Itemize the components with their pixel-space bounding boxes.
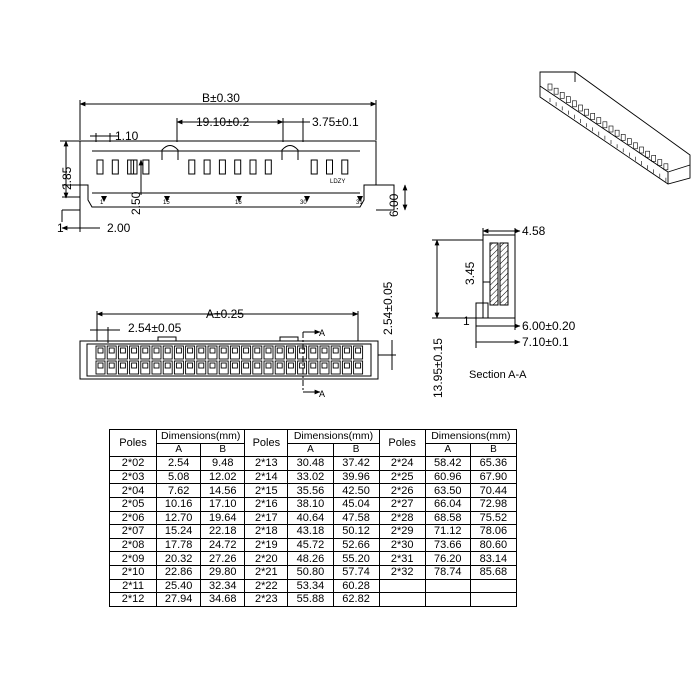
cell-a: 43.18 <box>288 525 333 539</box>
cell-poles: 2*30 <box>379 538 425 552</box>
cell-poles: 2*18 <box>245 525 288 539</box>
table-row <box>110 552 517 566</box>
cell-poles: 2*27 <box>379 497 425 511</box>
dim-right-height: 6.00 <box>387 193 401 217</box>
cell-a: 40.64 <box>288 511 333 525</box>
cell-poles: 2*24 <box>379 457 425 471</box>
cell-poles: 2*25 <box>379 470 425 484</box>
dim-section-width2: 7.10±0.1 <box>522 335 569 349</box>
cell-poles: 2*12 <box>110 593 157 607</box>
cell-a <box>425 593 470 607</box>
cell-poles: 2*08 <box>110 538 157 552</box>
cell-b: 75.52 <box>470 511 516 525</box>
cell-poles: 2*02 <box>110 457 157 471</box>
mark-15: 15 <box>163 200 170 206</box>
dimension-table <box>109 429 517 607</box>
cell-a: 58.42 <box>425 457 470 471</box>
cell-a: 20.32 <box>157 552 201 566</box>
cell-poles: 2*28 <box>379 511 425 525</box>
dim-pitch-1-10: 1.10 <box>115 129 139 143</box>
mark-ldzy: LDZY <box>330 179 346 185</box>
cell-a <box>425 579 470 593</box>
cell-b: 29.80 <box>201 565 245 579</box>
dim-section-top: 4.58 <box>522 224 546 238</box>
cell-a: 71.12 <box>425 525 470 539</box>
table-row <box>110 511 517 525</box>
cell-b: 37.42 <box>333 457 379 471</box>
cell-a: 15.24 <box>157 525 201 539</box>
cell-poles: 2*11 <box>110 579 157 593</box>
cell-b: 34.68 <box>201 593 245 607</box>
cell-b: 67.90 <box>470 470 516 484</box>
table-row <box>110 497 517 511</box>
cell-poles <box>379 593 425 607</box>
dim-inner-height: 2.50 <box>129 191 143 215</box>
cell-a: 45.72 <box>288 538 333 552</box>
cell-a: 17.78 <box>157 538 201 552</box>
header-poles-3: Poles <box>379 430 425 457</box>
cell-a: 68.58 <box>425 511 470 525</box>
mark-31: 31 <box>356 200 363 206</box>
cell-b: 85.68 <box>470 565 516 579</box>
cell-poles: 2*04 <box>110 484 157 498</box>
cell-a: 63.50 <box>425 484 470 498</box>
cell-b: 60.28 <box>333 579 379 593</box>
cell-a: 78.74 <box>425 565 470 579</box>
mark-16: 16 <box>235 200 242 206</box>
header-a-2: A <box>288 443 333 457</box>
header-a-1: A <box>157 443 201 457</box>
cell-a: 60.96 <box>425 470 470 484</box>
table-row <box>110 525 517 539</box>
table-row <box>110 538 517 552</box>
dim-section-width1: 6.00±0.20 <box>522 319 576 333</box>
header-b-1: B <box>201 443 245 457</box>
cell-poles: 2*29 <box>379 525 425 539</box>
header-dimensions-3: Dimensions(mm) <box>425 430 516 444</box>
mark-30: 30 <box>300 200 307 206</box>
cell-poles: 2*26 <box>379 484 425 498</box>
section-ref-1: 1 <box>463 314 470 328</box>
cell-b: 12.02 <box>201 470 245 484</box>
cell-a: 25.40 <box>157 579 201 593</box>
mark-1: 1 <box>100 200 104 206</box>
cell-b: 62.82 <box>333 593 379 607</box>
cell-b: 55.20 <box>333 552 379 566</box>
cell-poles: 2*10 <box>110 565 157 579</box>
section-title: Section A-A <box>469 369 527 381</box>
cell-a: 27.94 <box>157 593 201 607</box>
cell-poles: 2*14 <box>245 470 288 484</box>
cell-b <box>470 593 516 607</box>
cell-poles: 2*20 <box>245 552 288 566</box>
cell-b: 32.34 <box>201 579 245 593</box>
cell-poles: 2*09 <box>110 552 157 566</box>
cell-a: 66.04 <box>425 497 470 511</box>
cell-a: 30.48 <box>288 457 333 471</box>
header-b-3: B <box>470 443 516 457</box>
cell-b: 72.98 <box>470 497 516 511</box>
cell-b: 19.64 <box>201 511 245 525</box>
cell-b: 65.36 <box>470 457 516 471</box>
cell-poles: 2*06 <box>110 511 157 525</box>
header-dimensions-1: Dimensions(mm) <box>157 430 245 444</box>
cell-a: 5.08 <box>157 470 201 484</box>
section-mark-a-top: A <box>319 328 326 338</box>
cell-poles: 2*19 <box>245 538 288 552</box>
table-row <box>110 593 517 607</box>
dim-section-slot: 3.45 <box>463 261 477 285</box>
cell-b: 70.44 <box>470 484 516 498</box>
cell-a: 12.70 <box>157 511 201 525</box>
table-row <box>110 470 517 484</box>
table-body <box>110 457 517 607</box>
cell-b: 52.66 <box>333 538 379 552</box>
cell-poles: 2*17 <box>245 511 288 525</box>
cell-b: 24.72 <box>201 538 245 552</box>
dim-key-spacing: 19.10±0.2 <box>196 115 250 129</box>
cell-a: 76.20 <box>425 552 470 566</box>
cell-a: 10.16 <box>157 497 201 511</box>
cell-b: 45.04 <box>333 497 379 511</box>
cell-poles: 2*03 <box>110 470 157 484</box>
dim-overall-a: A±0.25 <box>206 307 244 321</box>
section-mark-a-bottom: A <box>319 389 326 399</box>
cell-a: 55.88 <box>288 593 333 607</box>
cell-a: 48.26 <box>288 552 333 566</box>
header-a-3: A <box>425 443 470 457</box>
cell-poles: 2*15 <box>245 484 288 498</box>
cell-poles: 2*07 <box>110 525 157 539</box>
table-row <box>110 484 517 498</box>
header-b-2: B <box>333 443 379 457</box>
cell-b: 80.60 <box>470 538 516 552</box>
cell-b: 22.18 <box>201 525 245 539</box>
cell-a: 53.34 <box>288 579 333 593</box>
table-row <box>110 565 517 579</box>
cell-b: 27.26 <box>201 552 245 566</box>
cell-b: 47.58 <box>333 511 379 525</box>
table-row <box>110 457 517 471</box>
cell-a: 7.62 <box>157 484 201 498</box>
dim-end-spacing: 3.75±0.1 <box>312 115 359 129</box>
cell-b: 14.56 <box>201 484 245 498</box>
cell-a: 2.54 <box>157 457 201 471</box>
cell-b: 78.06 <box>470 525 516 539</box>
cell-a: 33.02 <box>288 470 333 484</box>
cell-b <box>470 579 516 593</box>
cell-a: 38.10 <box>288 497 333 511</box>
cell-a: 35.56 <box>288 484 333 498</box>
cell-poles: 2*13 <box>245 457 288 471</box>
cell-poles <box>379 579 425 593</box>
cell-b: 39.96 <box>333 470 379 484</box>
cell-poles: 2*31 <box>379 552 425 566</box>
header-dimensions-2: Dimensions(mm) <box>288 430 379 444</box>
dim-row-pitch: 2.54±0.05 <box>381 281 395 335</box>
dim-overall-b: B±0.30 <box>202 91 240 105</box>
cell-b: 57.74 <box>333 565 379 579</box>
cell-poles: 2*32 <box>379 565 425 579</box>
cell-a: 50.80 <box>288 565 333 579</box>
cell-a: 73.66 <box>425 538 470 552</box>
header-poles-1: Poles <box>110 430 157 457</box>
table-row <box>110 579 517 593</box>
dim-bottom-step: 2.00 <box>107 221 131 235</box>
cell-b: 17.10 <box>201 497 245 511</box>
cell-b: 9.48 <box>201 457 245 471</box>
dim-side-height: 2.85 <box>60 166 74 190</box>
cell-b: 83.14 <box>470 552 516 566</box>
cell-poles: 2*16 <box>245 497 288 511</box>
dim-pitch-front: 2.54±0.05 <box>128 321 182 335</box>
header-poles-2: Poles <box>245 430 288 457</box>
cell-poles: 2*05 <box>110 497 157 511</box>
cell-poles: 2*21 <box>245 565 288 579</box>
cell-poles: 2*22 <box>245 579 288 593</box>
top-ref-1: 1 <box>57 221 64 235</box>
cell-b: 50.12 <box>333 525 379 539</box>
cell-poles: 2*23 <box>245 593 288 607</box>
dim-section-height: 13.95±0.15 <box>431 338 445 398</box>
cell-a: 22.86 <box>157 565 201 579</box>
cell-b: 42.50 <box>333 484 379 498</box>
